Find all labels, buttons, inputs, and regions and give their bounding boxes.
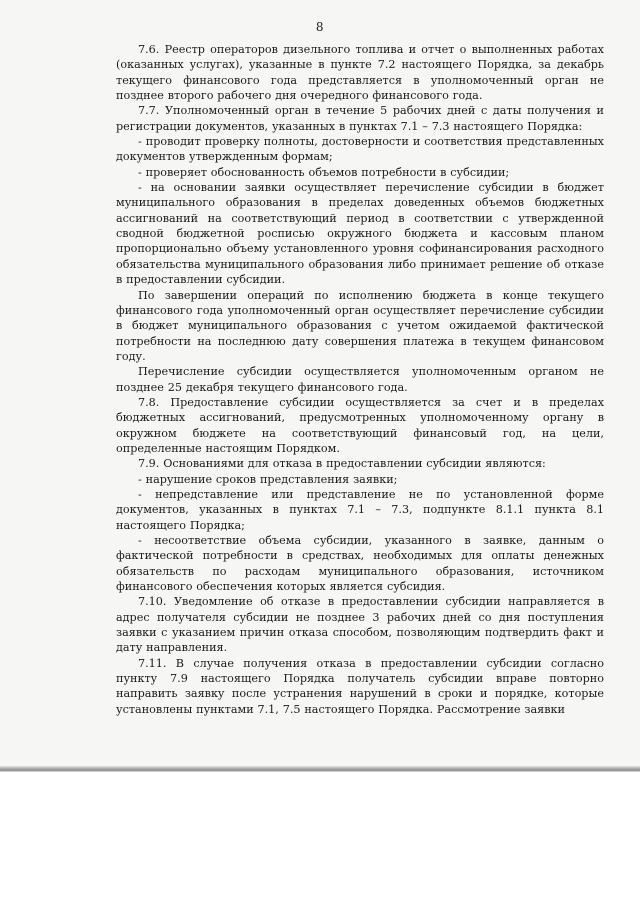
paragraph-transfer-deadline: Перечисление субсидии осуществляется уполномоченным органом не позднее 25 декабря текущего финансового года. [116,365,604,394]
paragraph-7-11: 7.11. В случае получения отказа в предоставлении субсидии согласно пункту 7.9 настоящего Порядка получатель субсидии вправе повторно направить заявку после устранения нарушений в сроки и порядке, которые установлены пунктами 7.1, 7.5 настоящего Порядка. Рассмотрение заявки [116,656,604,716]
document-body [116,42,604,717]
list-item-check-completeness: - проводит проверку полноты, достоверности и соответствия представленных документов утвержденным формам; [116,135,604,164]
paragraph-7-7: 7.7. Уполномоченный орган в течение 5 рабочих дней с даты получения и регистрации документов, указанных в пунктах 7.1 – 7.3 настоящего Порядка: [116,104,604,133]
list-item-transfer-subsidy: - на основании заявки осуществляет перечисление субсидии в бюджет муниципального образования в пределах доведенных объемов бюджетных ассигнований на соответствующий период в соответствии с утвержденной сводной бюджетной росписью окружного бюджета и кассовым планом пропорционально объему установленного уровня софинансирования расходного обязательства муниципального образования либо принимает решение об отказе в предоставлении субсидии. [116,181,604,287]
list-item-documents-missing: - непредставление или представление не по установленной форме документов, указанных в пунктах 7.1 – 7.3, подпункте 8.1.1 пункта 8.1 настоящего Порядка; [116,487,604,532]
list-item-volume-mismatch: - несоответствие объема субсидии, указанного в заявке, данным о фактической потребности в средствах, необходимых для оплаты денежных обязательств по расходам муниципального образования, источником финансового обеспечения которых является субсидия. [116,534,604,594]
list-item-check-validity: - проверяет обоснованность объемов потребности в субсидии; [138,165,510,179]
paragraph-7-10: 7.10. Уведомление об отказе в предоставлении субсидии направляется в адрес получателя субсидии не позднее 3 рабочих дней со дня поступления заявки с указанием причин отказа способом, позволяющим подтвердить факт и дату направления. [116,595,604,655]
scan-bottom-edge [0,766,640,770]
list-item-deadline-violation: - нарушение сроков представления заявки; [138,472,398,486]
paragraph-7-9: 7.9. Основаниями для отказа в предоставлении субсидии являются: [138,457,546,471]
paragraph-7-8: 7.8. Предоставление субсидии осуществляется за счет и в пределах бюджетных ассигнований, предусмотренных уполномоченному органу в окружном бюджете на соответствующий финансовый год, на цели, определенные настоящим Порядком. [116,395,604,455]
page-number: 8 [315,20,325,34]
paragraph-budget-completion: По завершении операций по исполнению бюджета в конце текущего финансового года уполномоченный орган осуществляет перечисление субсидии в бюджет муниципального образования с учетом ожидаемой фактической потребности на последнюю дату совершения платежа в текущем финансовом году. [116,288,604,363]
paragraph-7-6: 7.6. Реестр операторов дизельного топлива и отчет о выполненных работах (оказанных услугах), указанные в пункте 7.2 настоящего Порядка, за декабрь текущего финансового года представляется в уполномоченный орган не позднее второго рабочего дня очередного финансового года. [116,43,604,103]
